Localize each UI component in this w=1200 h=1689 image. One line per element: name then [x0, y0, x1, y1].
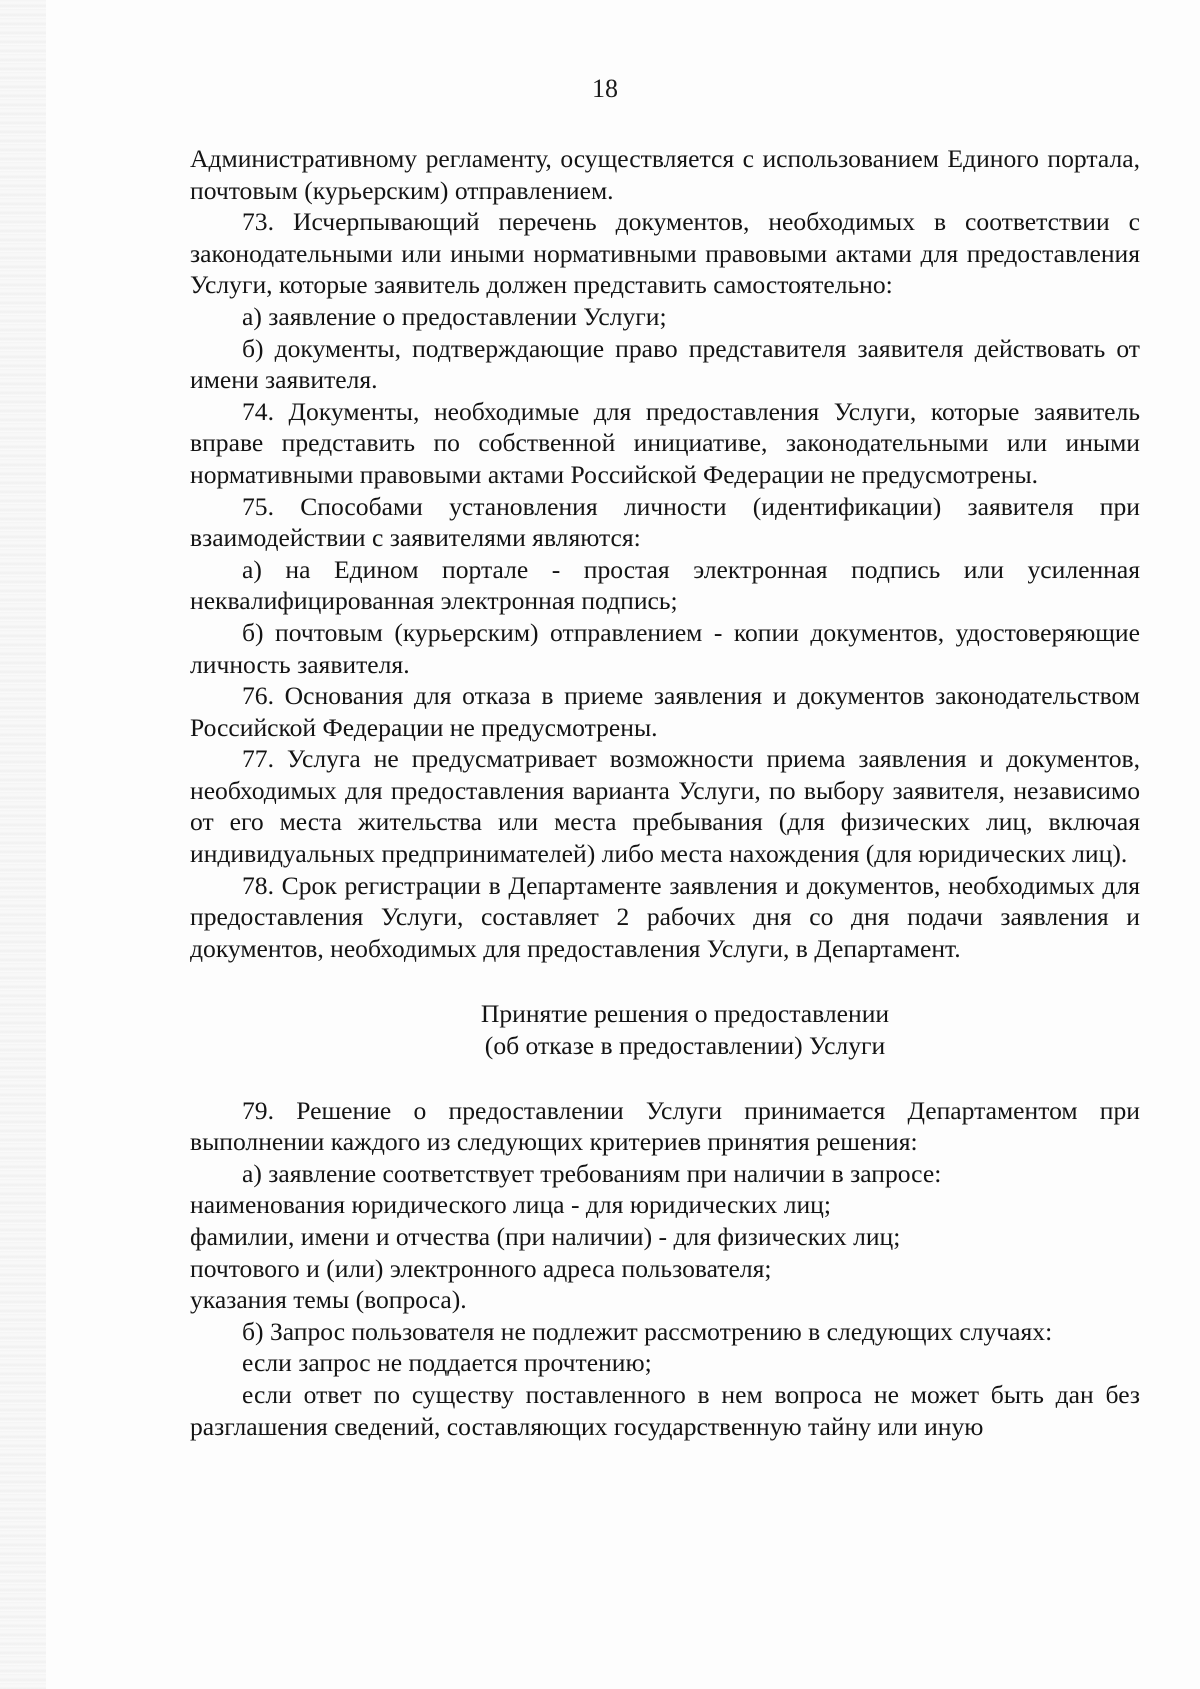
list-item-79-b: б) Запрос пользователя не подлежит рассмотрению в следующих случаях: — [242, 1316, 1053, 1346]
scan-edge — [0, 0, 46, 1689]
paragraph-74: 74. Документы, необходимые для предоставления Услуги, которые заявитель вправе представить по собственной инициативе, законодательными или иными нормативными правовыми актами Российской Федерации не предусмотрены. — [190, 396, 1140, 489]
document-body — [190, 143, 1140, 1442]
paragraph-77: 77. Услуга не предусматривает возможности приема заявления и документов, необходимых для предоставления варианта Услуги, по выбору заявителя, независимо от его места жительства или места пребывания (для физических лиц, включая индивидуальных предпринимателей) либо места нахождения (для юридических лиц). — [190, 744, 1140, 869]
list-item-73-a: а) заявление о предоставлении Услуги; — [242, 301, 667, 331]
case-line: если ответ по существу поставленного в нем вопроса не может быть дан без разглашения сведений, составляющих государственную тайну или иную — [190, 1379, 1140, 1441]
section-heading-line-2: (об отказе в предоставлении) Услуги — [484, 1031, 886, 1061]
list-item-73-b: б) документы, подтверждающие право представителя заявителя действовать от имени заявителя. — [190, 333, 1140, 395]
criteria-line: почтового и (или) электронного адреса пользователя; — [190, 1253, 772, 1283]
spacer — [190, 1062, 1140, 1095]
section-heading-line-1: Принятие решения о предоставлении — [480, 999, 890, 1029]
case-line: если запрос не поддается прочтению; — [242, 1348, 652, 1378]
list-item-75-b: б) почтовым (курьерским) отправлением - копии документов, удостоверяющие личность заявителя. — [190, 617, 1140, 679]
paragraph-73: 73. Исчерпывающий перечень документов, необходимых в соответствии с законодательными или иными нормативными правовыми актами для предоставления Услуги, которые заявитель должен представить самостоятельно: — [190, 207, 1140, 300]
criteria-line: указания темы (вопроса). — [190, 1285, 467, 1315]
criteria-line: фамилии, имени и отчества (при наличии) - для физических лиц; — [190, 1222, 901, 1251]
paragraph-continuation: Административному регламенту, осуществляется с использованием Единого портала, почтовым (курьерским) отправлением. — [190, 144, 1140, 205]
page-number: 18 — [592, 74, 618, 103]
paragraph-79: 79. Решение о предоставлении Услуги принимается Департаментом при выполнении каждого из следующих критериев принятия решения: — [190, 1095, 1140, 1157]
paragraph-75: 75. Способами установления личности (идентификации) заявителя при взаимодействии с заявителями являются: — [190, 491, 1140, 553]
criteria-line: наименования юридического лица - для юридических лиц; — [190, 1190, 831, 1220]
list-item-79-a: а) заявление соответствует требованиям при наличии в запросе: — [242, 1158, 942, 1188]
list-item-75-a: а) на Едином портале - простая электронная подпись или усиленная неквалифицированная электронная подпись; — [190, 554, 1140, 616]
paragraph-78: 78. Срок регистрации в Департаменте заявления и документов, необходимых для предоставления Услуги, составляет 2 рабочих дня со дня подачи заявления и документов, необходимых для предоставления Услуги, в Департамент. — [190, 870, 1140, 963]
paragraph-76: 76. Основания для отказа в приеме заявления и документов законодательством Российской Федерации не предусмотрены. — [190, 681, 1140, 742]
spacer — [190, 964, 1140, 998]
